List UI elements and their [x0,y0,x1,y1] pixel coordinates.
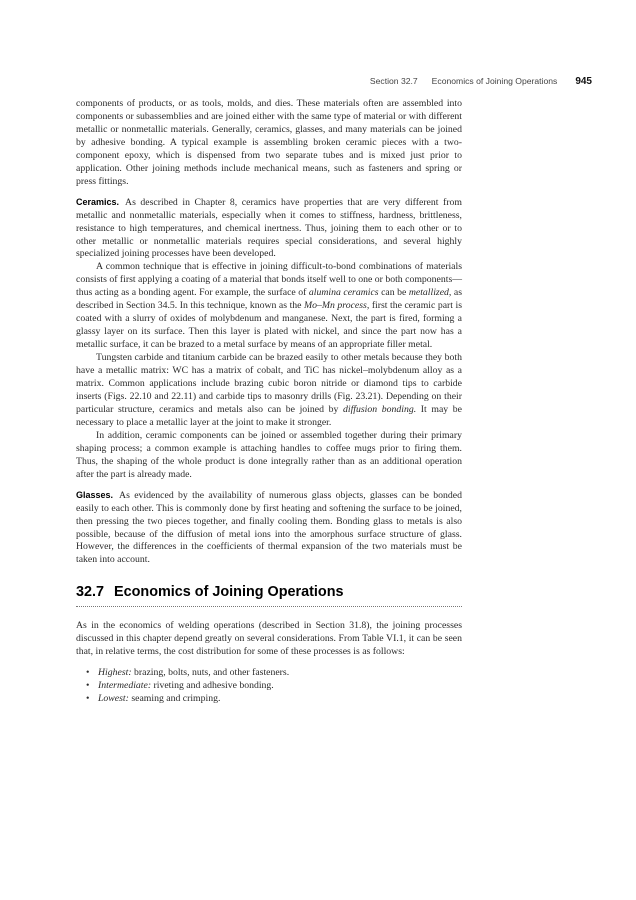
text-run: It may be necessary to place a metallic layer at the joint to make it stronger. [76,403,463,428]
ceramics-text: As described in Chapter 8, ceramics have properties that are very different from metallic and nonmetallic materials, especially when it comes to stiffness, hardness, brittleness, resistance to high temperatures, and chemical inertness. Thus, joining them to each other or to other metallic or nonmetallic materials requires special considerations, and several highly specialized joining processes have been developed. [76,196,462,260]
page-body [76,98,462,706]
ceramics-paragraph-4: In addition, ceramic components can be joined or assembled together during their primary shaping process; a common example is attaching handles to coffee mugs prior to firing them. Thus, the shaping of the whole product is done integrally rather than as an additional operation after the part is already made. [76,429,462,480]
bullet-icon: • [86,667,90,679]
ceramics-paragraph [76,196,462,262]
text-run: as described in Section 34.5. In this technique, known as the [76,287,462,312]
ceramics-paragraph-2 [76,261,462,352]
glasses-heading: Glasses. [76,489,114,500]
list-item-text: brazing, bolts, nuts, and other fasteners. [134,667,290,679]
list-item [86,680,462,693]
section-number: 32.7 [76,584,105,601]
term-alumina: alumina ceramics [308,287,379,299]
term-diffusion-bonding: diffusion bonding. [342,403,417,415]
text-run: first the ceramic part is coated with a slurry of oxides of molybdenum and manganese. Next, the part is fired, forming a glassy layer on its surface. Then this layer is plated with nickel, and since the part now has a metallic surface, it can be brazed to a metal surface by means of an appropriate filler metal. [76,300,463,351]
cost-list [76,667,462,706]
ceramics-paragraph-3 [76,352,462,430]
list-item-label: Highest: [98,667,132,679]
text-run: can be [381,287,407,299]
bullet-icon: • [86,680,90,692]
page-number: 945 [575,76,592,87]
running-head [76,76,592,87]
glasses-text: As evidenced by the availability of numerous glass objects, glasses can be bonded easily to each other. This is commonly done by first heating and softening the surface to be joined, then pressing the two pieces together, and finally cooling them. Bonding glass to metals is also possible, because of the diffusion of metal ions into the amorphous surface structure of glass. However, the differences in the coefficients of thermal expansion of the two materials must be taken into account. [76,489,462,566]
list-item-label: Lowest: [98,693,129,705]
intro-paragraph: components of products, or as tools, molds, and dies. These materials often are assembled into components or subassemblies and are joined either with the same type of material or with different metallic or nonmetallic materials. Generally, ceramics, glasses, and many materials can be joined by adhesive bonding. A typical example is assembling broken ceramic pieces with a two-component epoxy, which is dispensed from two separate tubes and is mixed just prior to application. Other joining methods include mechanical means, such as fasteners and spring or press fittings. [76,98,462,187]
glasses-paragraph [76,489,462,568]
list-item-label: Intermediate: [98,680,152,692]
bullet-icon: • [86,693,90,705]
list-item-text: seaming and crimping. [131,693,221,705]
section-title: Economics of Joining Operations [114,584,344,601]
section-paragraph: As in the economics of welding operations (described in Section 31.8), the joining processes discussed in this chapter depend greatly on several considerations. From Table VI.1, it can be seen that, in relative terms, the cost distribution for some of these processes is as follows: [76,620,462,658]
text-run: A common technique that is effective in joining difficult-to-bond combinations of materials consists of first applying a coating of a material that bonds itself well to one or both components—thus acting as a bonding agent. For example, the surface of [76,261,462,299]
ceramics-heading: Ceramics. [76,196,120,207]
section-heading [76,584,462,607]
term-mo-mn: Mo–Mn process, [304,300,370,312]
list-item [86,667,462,680]
running-head-title: Economics of Joining Operations [431,76,558,86]
running-head-section: Section 32.7 [369,76,418,86]
term-metallized: metallized, [408,287,452,299]
text-run: Tungsten carbide and titanium carbide can be brazed easily to other metals because they both have a metallic matrix: WC has a matrix of cobalt, and TiC has nickel–molybdenum alloy as a matrix. Common applications include brazing cubic boron nitride or diamond tips to carbide inserts (Figs. 22.10 and 22.11) and carbide tips to masonry drills (Fig. 23.21). Depending on their particular structure, ceramics and metals also can be joined by [76,352,462,415]
list-item [86,693,462,706]
list-item-text: riveting and adhesive bonding. [153,680,274,692]
